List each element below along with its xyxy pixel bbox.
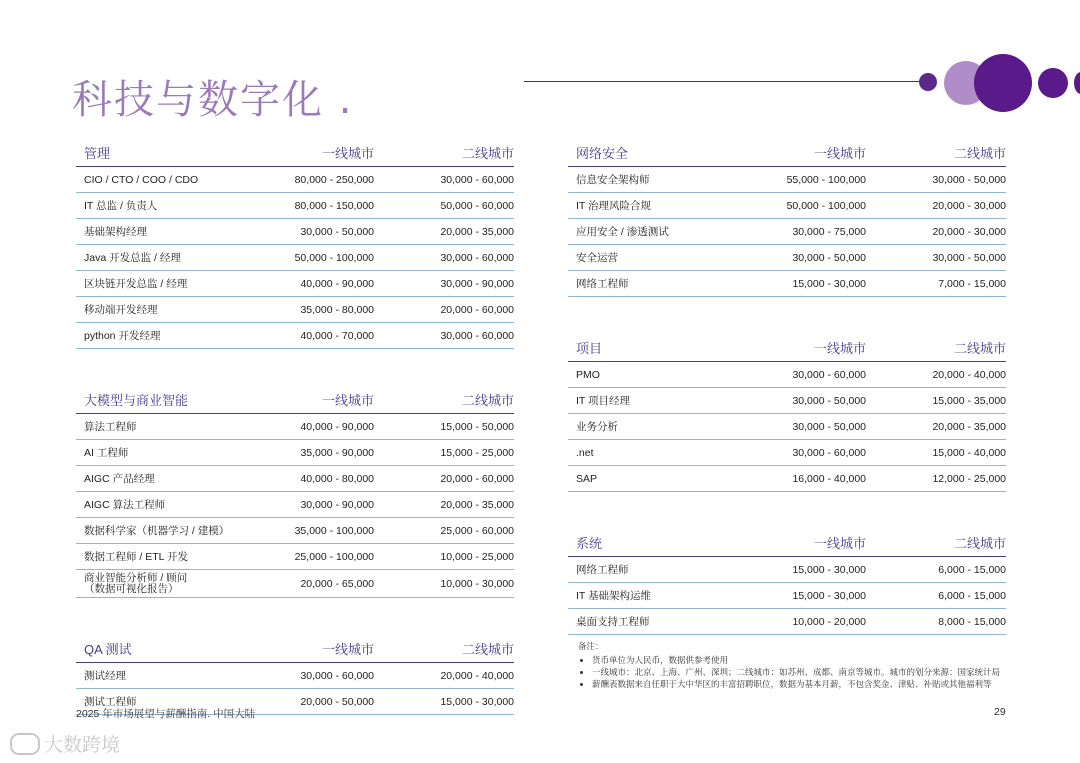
tier2-salary: 20,000 - 35,000 bbox=[440, 225, 514, 238]
table-row bbox=[568, 557, 1006, 583]
table-row bbox=[76, 323, 514, 349]
job-title: IT 治理风险合规 bbox=[576, 200, 652, 212]
job-title: SAP bbox=[576, 472, 598, 485]
tier1-salary: 30,000 - 60,000 bbox=[300, 669, 374, 682]
tier2-salary: 15,000 - 25,000 bbox=[440, 446, 514, 459]
table-section-title: 系统 bbox=[576, 535, 603, 551]
job-title: 桌面支持工程师 bbox=[576, 616, 650, 628]
table-header bbox=[568, 528, 1006, 557]
table-row bbox=[76, 440, 514, 466]
tier1-salary: 50,000 - 100,000 bbox=[786, 199, 866, 212]
tier2-salary: 50,000 - 60,000 bbox=[440, 199, 514, 212]
tier1-salary: 80,000 - 150,000 bbox=[294, 199, 374, 212]
job-title: 数据科学家（机器学习 / 建模） bbox=[84, 525, 230, 537]
tier2-salary: 30,000 - 50,000 bbox=[932, 251, 1006, 264]
tier2-salary: 15,000 - 50,000 bbox=[440, 420, 514, 433]
watermark-logo-icon bbox=[10, 733, 40, 755]
salary-table bbox=[76, 138, 514, 349]
tier1-salary: 35,000 - 100,000 bbox=[294, 524, 374, 537]
job-title: 基础架构经理 bbox=[84, 226, 147, 238]
tier1-salary: 35,000 - 90,000 bbox=[300, 446, 374, 459]
table-section-title: 管理 bbox=[84, 145, 111, 161]
table-row bbox=[568, 583, 1006, 609]
tier1-salary: 10,000 - 20,000 bbox=[792, 615, 866, 628]
job-title: 业务分析 bbox=[576, 421, 618, 433]
decor-dot-right bbox=[1038, 68, 1068, 98]
tier1-salary: 40,000 - 90,000 bbox=[300, 420, 374, 433]
job-title: 商业智能分析师 / 顾问 （数据可视化报告） bbox=[84, 571, 188, 595]
table-row bbox=[76, 466, 514, 492]
table-section-title: 大模型与商业智能 bbox=[84, 392, 189, 408]
tier2-salary: 20,000 - 60,000 bbox=[440, 303, 514, 316]
table-row bbox=[76, 492, 514, 518]
tier1-salary: 30,000 - 60,000 bbox=[792, 446, 866, 459]
table-row bbox=[76, 297, 514, 323]
column-header: 二线城市 bbox=[953, 145, 1006, 161]
table-row bbox=[568, 440, 1006, 466]
table-section-title: 项目 bbox=[576, 340, 603, 356]
job-title: PMO bbox=[576, 368, 600, 381]
tier2-salary: 8,000 - 15,000 bbox=[938, 615, 1006, 628]
job-title: 应用安全 / 渗透测试 bbox=[576, 226, 669, 238]
tier2-salary: 30,000 - 60,000 bbox=[440, 251, 514, 264]
tier1-salary: 40,000 - 80,000 bbox=[300, 472, 374, 485]
job-title: 网络工程师 bbox=[576, 564, 629, 576]
table-row bbox=[568, 466, 1006, 492]
left-column bbox=[76, 138, 514, 751]
job-title: .net bbox=[576, 446, 594, 459]
tier1-salary: 30,000 - 60,000 bbox=[792, 368, 866, 381]
note-item: • 薪酬表数据来自任职于大中华区的丰富招聘职位，数据为基本月薪，不包含奖金、津贴、补贴或其他福利等 bbox=[592, 678, 1018, 690]
job-title: IT 总监 / 负责人 bbox=[84, 200, 158, 212]
table-row bbox=[76, 414, 514, 440]
tier1-salary: 55,000 - 100,000 bbox=[786, 173, 866, 186]
column-header: 一线城市 bbox=[321, 392, 374, 408]
column-header: 二线城市 bbox=[461, 392, 514, 408]
tier2-salary: 20,000 - 35,000 bbox=[932, 420, 1006, 433]
salary-table bbox=[76, 634, 514, 715]
column-header: 二线城市 bbox=[953, 340, 1006, 356]
note-item: • 货币单位为人民币，数据供参考使用 bbox=[592, 654, 1018, 666]
job-title: AIGC 产品经理 bbox=[84, 473, 155, 485]
column-header: 一线城市 bbox=[813, 145, 866, 161]
watermark-text: 大数跨境 bbox=[44, 734, 121, 756]
watermark bbox=[10, 730, 120, 757]
column-header: 一线城市 bbox=[813, 535, 866, 551]
page-number: 29 bbox=[994, 706, 1006, 718]
table-row bbox=[76, 245, 514, 271]
table-header bbox=[568, 138, 1006, 167]
tier2-salary: 20,000 - 60,000 bbox=[440, 472, 514, 485]
tier2-salary: 10,000 - 25,000 bbox=[440, 550, 514, 563]
tier1-salary: 40,000 - 90,000 bbox=[300, 277, 374, 290]
decor-dot-small-left bbox=[919, 73, 937, 91]
tier2-salary: 20,000 - 30,000 bbox=[932, 199, 1006, 212]
table-section-title: 网络安全 bbox=[576, 145, 629, 161]
tier1-salary: 20,000 - 50,000 bbox=[300, 695, 374, 708]
tier2-salary: 6,000 - 15,000 bbox=[938, 563, 1006, 576]
table-row bbox=[568, 609, 1006, 635]
table-row bbox=[568, 245, 1006, 271]
column-header: 一线城市 bbox=[321, 145, 374, 161]
job-title: 数据工程师 / ETL 开发 bbox=[84, 551, 189, 563]
table-row bbox=[568, 219, 1006, 245]
table-row bbox=[568, 414, 1006, 440]
tier1-salary: 50,000 - 100,000 bbox=[294, 251, 374, 264]
job-title: AI 工程师 bbox=[84, 447, 129, 459]
job-title: 区块链开发总监 / 经理 bbox=[84, 278, 188, 290]
column-header: 一线城市 bbox=[813, 340, 866, 356]
tier2-salary: 30,000 - 60,000 bbox=[440, 329, 514, 342]
tier2-salary: 30,000 - 50,000 bbox=[932, 173, 1006, 186]
tier1-salary: 16,000 - 40,000 bbox=[792, 472, 866, 485]
job-title: CIO / CTO / COO / CDO bbox=[84, 173, 199, 186]
tier1-salary: 15,000 - 30,000 bbox=[792, 589, 866, 602]
table-row bbox=[76, 193, 514, 219]
table-row bbox=[568, 167, 1006, 193]
decor-dot-large bbox=[974, 54, 1032, 112]
tier2-salary: 20,000 - 40,000 bbox=[932, 368, 1006, 381]
note-item: • 一线城市：北京、上海、广州、深圳；二线城市：如苏州、成都、南京等城市。城市的划分来源：国家统计局 bbox=[592, 666, 1018, 678]
salary-table bbox=[568, 528, 1006, 635]
job-title: python 开发经理 bbox=[84, 330, 161, 342]
tier1-salary: 30,000 - 90,000 bbox=[300, 498, 374, 511]
table-header bbox=[568, 333, 1006, 362]
salary-table bbox=[568, 138, 1006, 297]
table-row bbox=[76, 167, 514, 193]
job-title: Java 开发总监 / 经理 bbox=[84, 252, 181, 264]
tier2-salary: 10,000 - 30,000 bbox=[440, 577, 514, 590]
column-header: 二线城市 bbox=[461, 641, 514, 657]
job-title: 测试经理 bbox=[84, 670, 126, 682]
tier2-salary: 20,000 - 40,000 bbox=[440, 669, 514, 682]
right-column bbox=[568, 138, 1006, 671]
page-title: 科技与数字化 . bbox=[72, 77, 354, 123]
tier2-salary: 30,000 - 60,000 bbox=[440, 173, 514, 186]
tier1-salary: 30,000 - 50,000 bbox=[792, 251, 866, 264]
tier2-salary: 12,000 - 25,000 bbox=[932, 472, 1006, 485]
table-row bbox=[568, 193, 1006, 219]
notes-title: 备注： bbox=[578, 641, 604, 651]
table-header bbox=[76, 385, 514, 414]
table-row bbox=[568, 388, 1006, 414]
job-title: 测试工程师 bbox=[84, 696, 137, 708]
tier1-salary: 20,000 - 65,000 bbox=[300, 577, 374, 590]
column-header: 二线城市 bbox=[953, 535, 1006, 551]
job-title: IT 基础架构运维 bbox=[576, 590, 652, 602]
tier2-salary: 20,000 - 30,000 bbox=[932, 225, 1006, 238]
table-row bbox=[76, 544, 514, 570]
tier1-salary: 15,000 - 30,000 bbox=[792, 277, 866, 290]
tier2-salary: 15,000 - 40,000 bbox=[932, 446, 1006, 459]
table-row bbox=[568, 362, 1006, 388]
tier1-salary: 15,000 - 30,000 bbox=[792, 563, 866, 576]
table-row bbox=[76, 663, 514, 689]
salary-table bbox=[76, 385, 514, 598]
tier1-salary: 35,000 - 80,000 bbox=[300, 303, 374, 316]
tier2-salary: 15,000 - 35,000 bbox=[932, 394, 1006, 407]
column-header: 二线城市 bbox=[461, 145, 514, 161]
table-row bbox=[76, 271, 514, 297]
tier1-salary: 30,000 - 50,000 bbox=[300, 225, 374, 238]
tier1-salary: 30,000 - 75,000 bbox=[792, 225, 866, 238]
footer-text: 2025 年市场展望与薪酬指南. 中国大陆 bbox=[76, 708, 256, 720]
job-title: AIGC 算法工程师 bbox=[84, 499, 166, 511]
column-header: 一线城市 bbox=[321, 641, 374, 657]
tier2-salary: 7,000 - 15,000 bbox=[938, 277, 1006, 290]
table-row bbox=[76, 570, 514, 598]
decor-dot-edge bbox=[1074, 72, 1080, 94]
job-title: 移动端开发经理 bbox=[84, 304, 158, 316]
header-rule bbox=[524, 81, 926, 82]
tier2-salary: 25,000 - 60,000 bbox=[440, 524, 514, 537]
tier2-salary: 15,000 - 30,000 bbox=[440, 695, 514, 708]
table-row bbox=[76, 518, 514, 544]
table-header bbox=[76, 138, 514, 167]
salary-table bbox=[568, 333, 1006, 492]
job-title: 算法工程师 bbox=[84, 421, 137, 433]
table-section-title: QA 测试 bbox=[84, 641, 132, 657]
job-title: IT 项目经理 bbox=[576, 395, 631, 407]
notes bbox=[578, 640, 1018, 690]
tier2-salary: 6,000 - 15,000 bbox=[938, 589, 1006, 602]
table-row bbox=[76, 219, 514, 245]
tier1-salary: 30,000 - 50,000 bbox=[792, 420, 866, 433]
tier1-salary: 80,000 - 250,000 bbox=[294, 173, 374, 186]
tier1-salary: 25,000 - 100,000 bbox=[294, 550, 374, 563]
tier2-salary: 20,000 - 35,000 bbox=[440, 498, 514, 511]
table-header bbox=[76, 634, 514, 663]
tier1-salary: 40,000 - 70,000 bbox=[300, 329, 374, 342]
job-title: 信息安全架构师 bbox=[576, 174, 650, 186]
job-title: 网络工程师 bbox=[576, 278, 629, 290]
tier1-salary: 30,000 - 50,000 bbox=[792, 394, 866, 407]
tier2-salary: 30,000 - 90,000 bbox=[440, 277, 514, 290]
job-title: 安全运营 bbox=[576, 252, 618, 264]
table-row bbox=[568, 271, 1006, 297]
